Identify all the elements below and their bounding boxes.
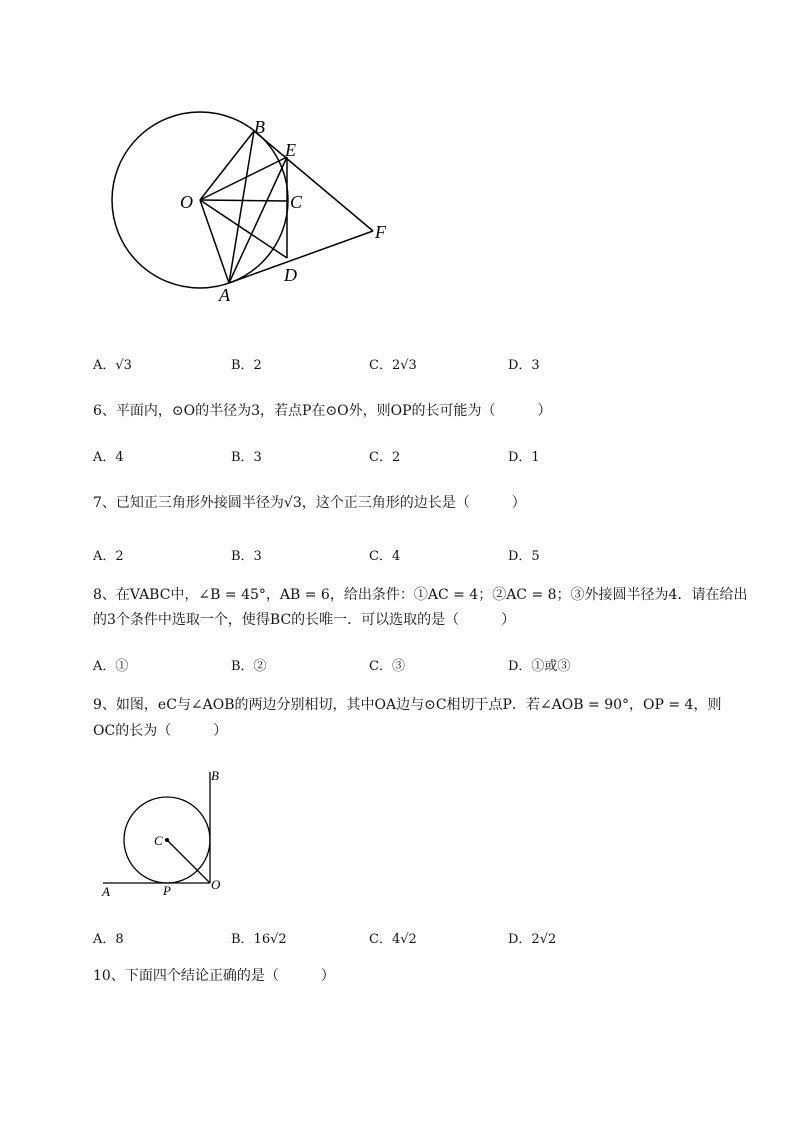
q9-option-a: A．8 bbox=[93, 932, 124, 947]
q9-option-c: C．4√2 bbox=[369, 932, 417, 947]
label-b: B bbox=[254, 117, 265, 137]
q7-option-c: C．4 bbox=[369, 549, 401, 564]
q6-option-d: D．1 bbox=[508, 450, 540, 465]
label-d: D bbox=[284, 265, 297, 285]
fig2-label-o: O bbox=[211, 877, 221, 892]
q9-option-d: D．2√2 bbox=[508, 932, 557, 947]
label-o: O bbox=[180, 192, 193, 212]
label-c: C bbox=[290, 192, 303, 212]
fig2-label-b: B bbox=[211, 768, 219, 783]
q5-option-c: C．2√3 bbox=[369, 358, 417, 373]
q5-option-a: A．√3 bbox=[93, 358, 132, 373]
q9-question-line2: OC的长为（ ） bbox=[93, 723, 228, 739]
q8-option-d: D．①或③ bbox=[508, 659, 571, 674]
q8-question-line2: 的3个条件中选取一个，使得BC的长唯一．可以选取的是（ ） bbox=[93, 612, 516, 628]
fig2-label-a: A bbox=[102, 884, 110, 899]
geometry-figure-circle-in-angle bbox=[95, 765, 235, 900]
q9-question-line1: 9、如图，eC与∠AOB的两边分别相切，其中OA边与⊙C相切于点P．若∠AOB = 90°，OP = 4，则 bbox=[93, 697, 722, 713]
q5-option-b: B．2 bbox=[231, 358, 262, 373]
q7-question: 7、已知正三角形外接圆半径为√3，这个正三角形的边长是（ ） bbox=[93, 495, 526, 511]
q8-option-c: C．③ bbox=[369, 659, 405, 674]
q6-option-c: C．2 bbox=[369, 450, 401, 465]
q6-option-b: B．3 bbox=[231, 450, 262, 465]
q7-option-d: D．5 bbox=[508, 549, 540, 564]
q10-question: 10、下面四个结论正确的是（ ） bbox=[93, 968, 335, 984]
label-f: F bbox=[375, 222, 386, 242]
geometry-figure-circle-tangents bbox=[100, 110, 410, 310]
label-a: A bbox=[219, 285, 230, 305]
q8-option-b: B．② bbox=[231, 659, 267, 674]
q6-option-a: A．4 bbox=[93, 450, 124, 465]
q7-option-a: A．2 bbox=[93, 549, 124, 564]
q9-option-b: B．16√2 bbox=[231, 932, 287, 947]
q8-question-line1: 8、在VABC中，∠B = 45°，AB = 6，给出条件：①AC = 4；②AC = 8；③外接圆半径为4．请在给出 bbox=[93, 587, 748, 603]
fig2-label-c: C bbox=[154, 833, 163, 848]
label-e: E bbox=[285, 140, 296, 160]
q5-option-d: D．3 bbox=[508, 358, 540, 373]
fig2-label-p: P bbox=[163, 883, 171, 898]
q8-option-a: A．① bbox=[93, 659, 129, 674]
q7-option-b: B．3 bbox=[231, 549, 262, 564]
q6-question: 6、平面内，⊙O的半径为3，若点P在⊙O外，则OP的长可能为（ ） bbox=[93, 403, 552, 419]
